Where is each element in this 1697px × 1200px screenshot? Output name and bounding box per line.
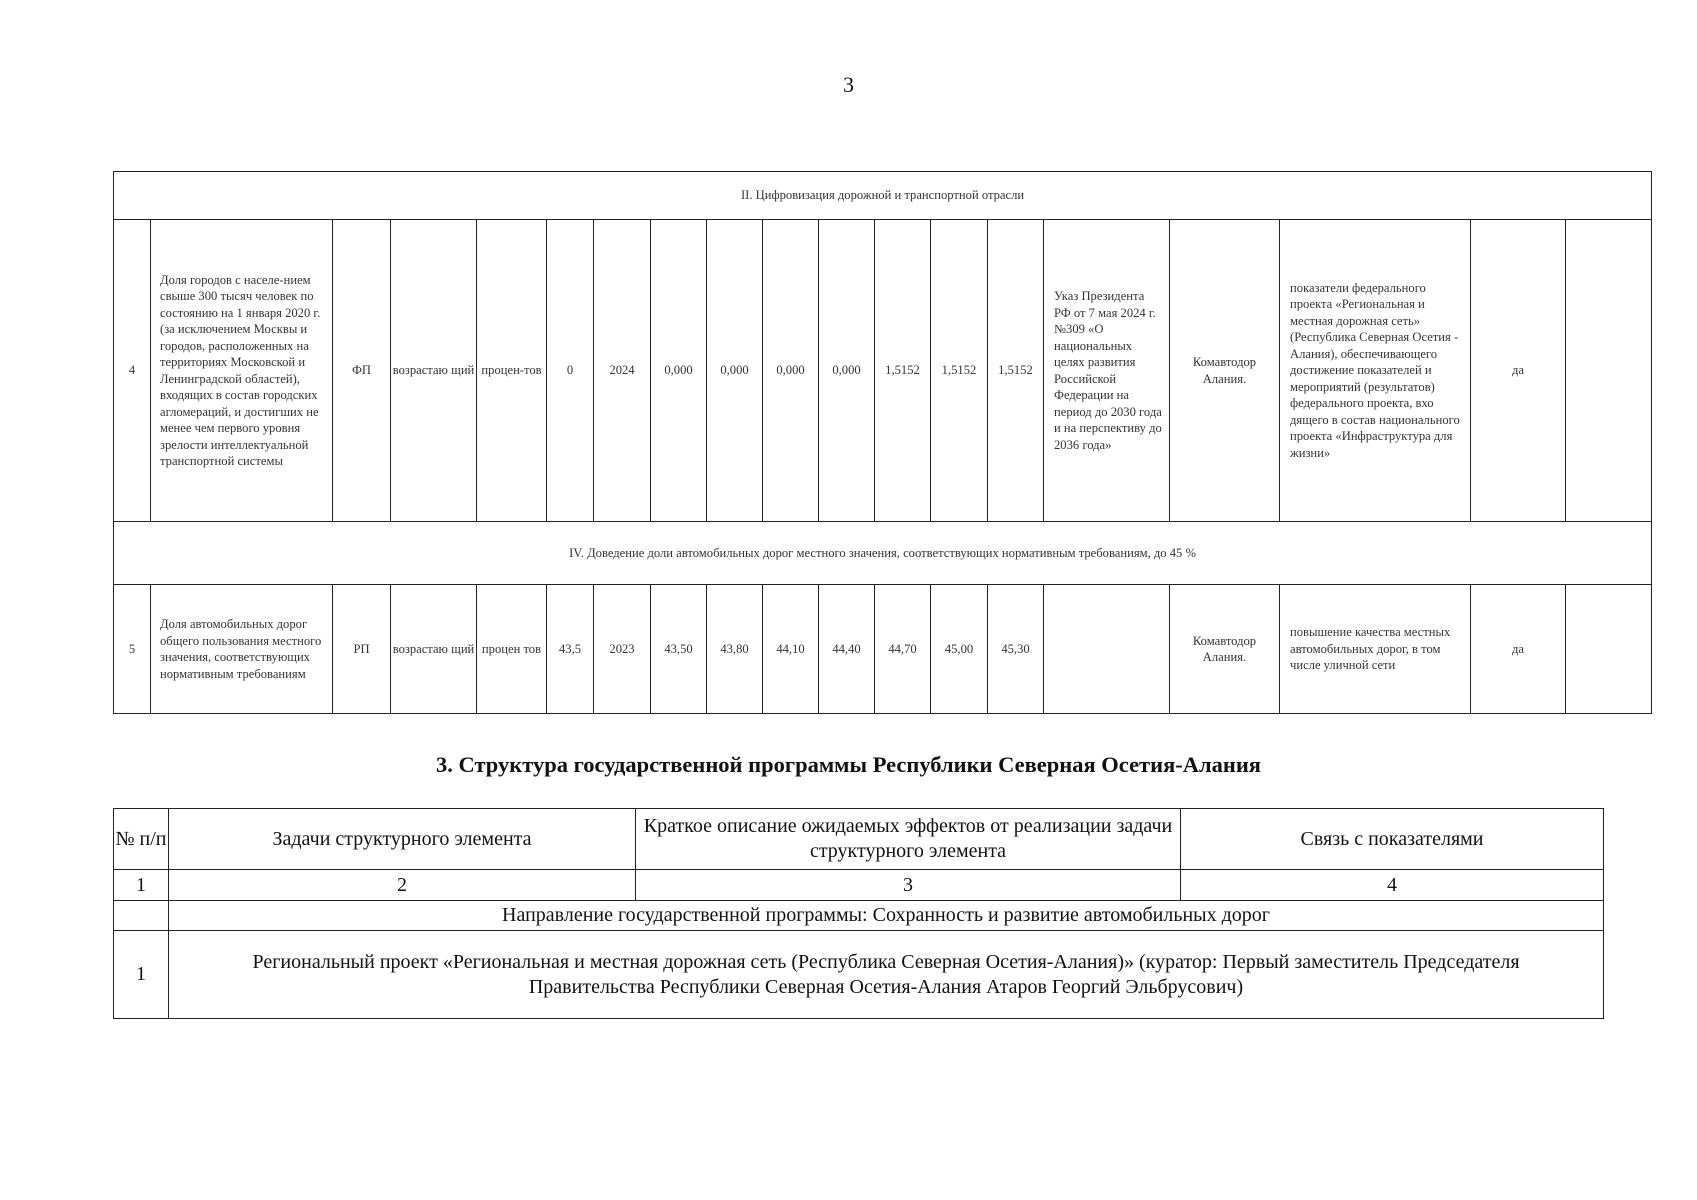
header-effects: Краткое описание ожидаемых эффектов от реализации задачи структурного элемента [636,809,1181,870]
indicators-table [113,171,1652,714]
value-1: 0,000 [651,220,707,522]
value-5: 44,70 [875,585,931,714]
structure-table [113,808,1604,1019]
indicator-basis [1044,585,1170,714]
value-4: 0,000 [819,220,875,522]
direction-text: Направление государственной программы: Сохранность и развитие автомобильных дорог [169,901,1604,931]
section-row-local-roads [114,522,1652,585]
col-number: 4 [1181,870,1604,901]
indicator-trend: возрастаю щий [391,585,477,714]
base-value: 43,5 [547,585,594,714]
value-3: 44,10 [763,585,819,714]
section-row-digitalization [114,172,1652,220]
section-heading: 3. Структура государственной программы Республики Северная Осетия-Алания [436,752,1261,777]
row-number: 5 [114,585,151,714]
col-number: 3 [636,870,1181,901]
value-6: 1,5152 [931,220,988,522]
table-row [114,585,1652,714]
value-3: 0,000 [763,220,819,522]
page-number: 3 [843,72,854,97]
indicator-name: Доля городов с населе-нием свыше 300 тысяч человек по состоянию на 1 января 2020 г. (за исключением Москвы и городов, расположенных на территориях Московской и Ленинградской областей), входящих в состав городских агломераций, и достигших не менее чем первого уровня зрелости интеллектуальной транспортной системы [151,220,333,522]
project-text: Региональный проект «Региональная и местная дорожная сеть (Республика Северная Осетия-Алания)» (куратор: Первый заместитель Председателя Правительства Республики Северная Осетия-Алания Атаров Георгий Эльбрусович) [169,931,1604,1019]
indicator-effect: повышение качества местных автомобильных дорог, в том числе уличной сети [1280,585,1471,714]
indicator-effect: показатели федерального проекта «Региональная и местная дорожная сеть» (Республика Северная Осетия - Алания), обеспечивающего достижение показателей и мероприятий (результатов) федерального проекта, вхо дящего в состав национального проекта «Инфраструктура для жизни» [1280,220,1471,522]
table-row [114,220,1652,522]
indicator-level: РП [333,585,391,714]
indicator-basis: Указ Президента РФ от 7 мая 2024 г. №309 «О национальных целях развития Российской Федерации на период до 2030 года и на перспективу до 2036 года» [1044,220,1170,522]
direction-row [114,901,1604,931]
structure-header-row [114,809,1604,870]
header-link: Связь с показателями [1181,809,1604,870]
indicator-flag: да [1471,585,1566,714]
responsible: Комавтодор Алания. [1170,220,1280,522]
project-num: 1 [114,931,169,1019]
col-number: 1 [114,870,169,901]
base-value: 0 [547,220,594,522]
value-1: 43,50 [651,585,707,714]
value-6: 45,00 [931,585,988,714]
value-5: 1,5152 [875,220,931,522]
indicator-name: Доля автомобильных дорог общего пользования местного значения, соответствующих нормативным требованиям [151,585,333,714]
project-row [114,931,1604,1019]
value-4: 44,40 [819,585,875,714]
direction-num-cell [114,901,169,931]
indicator-flag: да [1471,220,1566,522]
indicator-unit: процен-тов [477,220,547,522]
indicator-level: ФП [333,220,391,522]
value-2: 43,80 [707,585,763,714]
col-number: 2 [169,870,636,901]
column-number-row [114,870,1604,901]
responsible: Комавтодор Алания. [1170,585,1280,714]
section-title-local-roads: IV. Доведение доли автомобильных дорог местного значения, соответствующих нормативным требованиям, до 45 % [114,522,1652,585]
value-7: 1,5152 [988,220,1044,522]
value-7: 45,30 [988,585,1044,714]
header-tasks: Задачи структурного элемента [169,809,636,870]
indicator-extra [1566,585,1652,714]
base-year: 2023 [594,585,651,714]
row-number: 4 [114,220,151,522]
header-num: № п/п [114,809,169,870]
indicator-trend: возрастаю щий [391,220,477,522]
section-title-digitalization: II. Цифровизация дорожной и транспортной отрасли [114,172,1652,220]
indicator-extra [1566,220,1652,522]
base-year: 2024 [594,220,651,522]
value-2: 0,000 [707,220,763,522]
indicator-unit: процен тов [477,585,547,714]
